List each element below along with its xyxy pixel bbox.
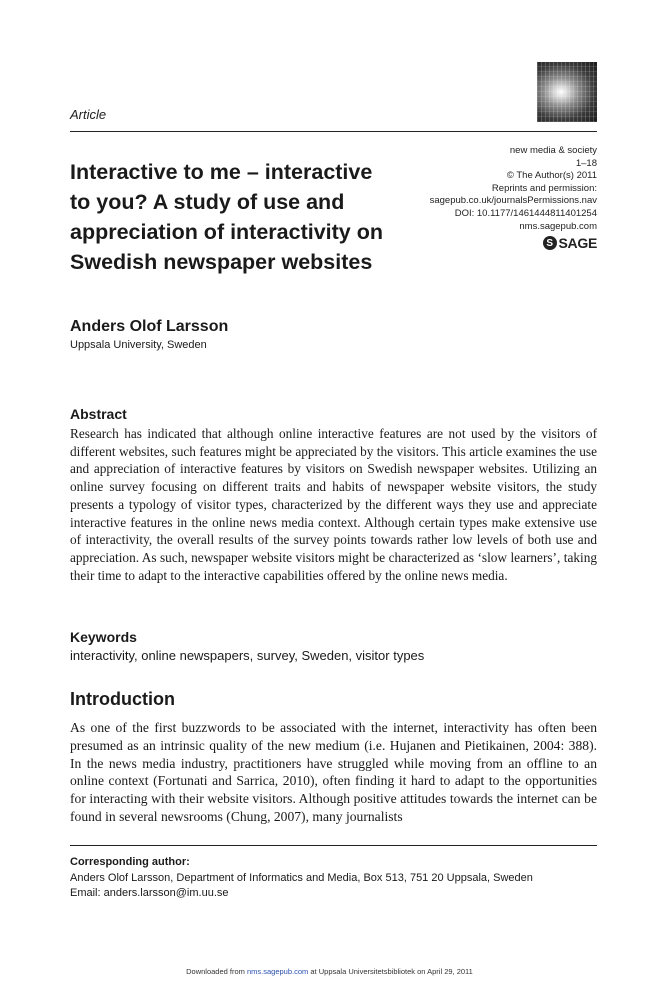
- journal-cover-thumbnail: [537, 62, 597, 122]
- sage-logo: [543, 235, 597, 251]
- footnote-rule: [70, 845, 597, 846]
- download-prefix: Downloaded from: [186, 967, 245, 976]
- doi[interactable]: DOI: 10.1177/1461444811401254: [454, 207, 597, 219]
- sage-logo-text: SAGE: [558, 235, 597, 251]
- corresponding-address: Anders Olof Larsson, Department of Informatics and Media, Box 513, 751 20 Uppsala, Sweden: [70, 871, 533, 884]
- reprints-link[interactable]: sagepub.co.uk/journalsPermissions.nav: [429, 195, 597, 207]
- corresponding-label: Corresponding author:: [70, 856, 190, 868]
- reprints-label: Reprints and permission:: [491, 182, 597, 194]
- download-note: [0, 967, 659, 976]
- journal-site-link[interactable]: nms.sagepub.com: [519, 220, 597, 232]
- corresponding-author: [70, 855, 533, 902]
- page-range: 1–18: [575, 157, 597, 169]
- title-line: Interactive to me – interactive: [70, 160, 373, 184]
- sage-logo-icon: S: [543, 236, 557, 250]
- author-affiliation: Uppsala University, Sweden: [70, 339, 207, 351]
- introduction-text: As one of the first buzzwords to be associated with the internet, interactivity has often been presumed as an intrinsic quality of the new medium (i.e. Hujanen and Pietikainen, 2004: 388). In the news media industry, practitioners have struggled while moving from an offline to an online context (Fortunati and Sarrica, 2010), often finding it hard to adapt to the opportunities for interacting with their website visitors. Although positive attitudes towards the internet can be found in several newsrooms (Chung, 2007), many journalists: [70, 720, 597, 824]
- download-site-link[interactable]: nms.sagepub.com: [247, 967, 309, 976]
- header-rule: [70, 131, 597, 132]
- keywords-list: interactivity, online newspapers, survey, Sweden, visitor types: [70, 648, 425, 663]
- author-name: Anders Olof Larsson: [70, 318, 229, 335]
- abstract-text: Research has indicated that although online interactive features are not used by the visitors of different websites, such features might be appreciated by the visitors. This article examines the use and appreciation of interactive features by visitors on Swedish newspaper websites. Utilizing an online survey focusing on different traits and habits of newspaper website visitors, the study presents a typology of visitor types, characterized by the different ways they use and appreciate interactive features in the online news media context. Although certain types make extensive use of interactivity, the overall results of the survey points towards rather low levels of both use and appreciation. As such, newspaper website visitors might be characterized as ‘slow learners’, taking their time to adapt to the interactive capabilities offered by the online news media.: [70, 426, 597, 583]
- title-line: appreciation of interactivity on: [70, 220, 383, 244]
- title-line: Swedish newspaper websites: [70, 250, 373, 274]
- corresponding-email[interactable]: Email: anders.larsson@im.uu.se: [70, 887, 229, 899]
- introduction-heading: Introduction: [70, 689, 175, 709]
- article-title: [70, 157, 430, 277]
- download-suffix: at Uppsala Universitetsbibliotek on April 29, 2011: [310, 967, 473, 976]
- abstract-heading: Abstract: [70, 406, 127, 422]
- copyright: © The Author(s) 2011: [506, 170, 597, 182]
- title-line: to you? A study of use and: [70, 190, 345, 214]
- journal-name: new media & society: [509, 145, 597, 156]
- keywords-heading: Keywords: [70, 629, 137, 645]
- article-type-label: Article: [70, 107, 107, 122]
